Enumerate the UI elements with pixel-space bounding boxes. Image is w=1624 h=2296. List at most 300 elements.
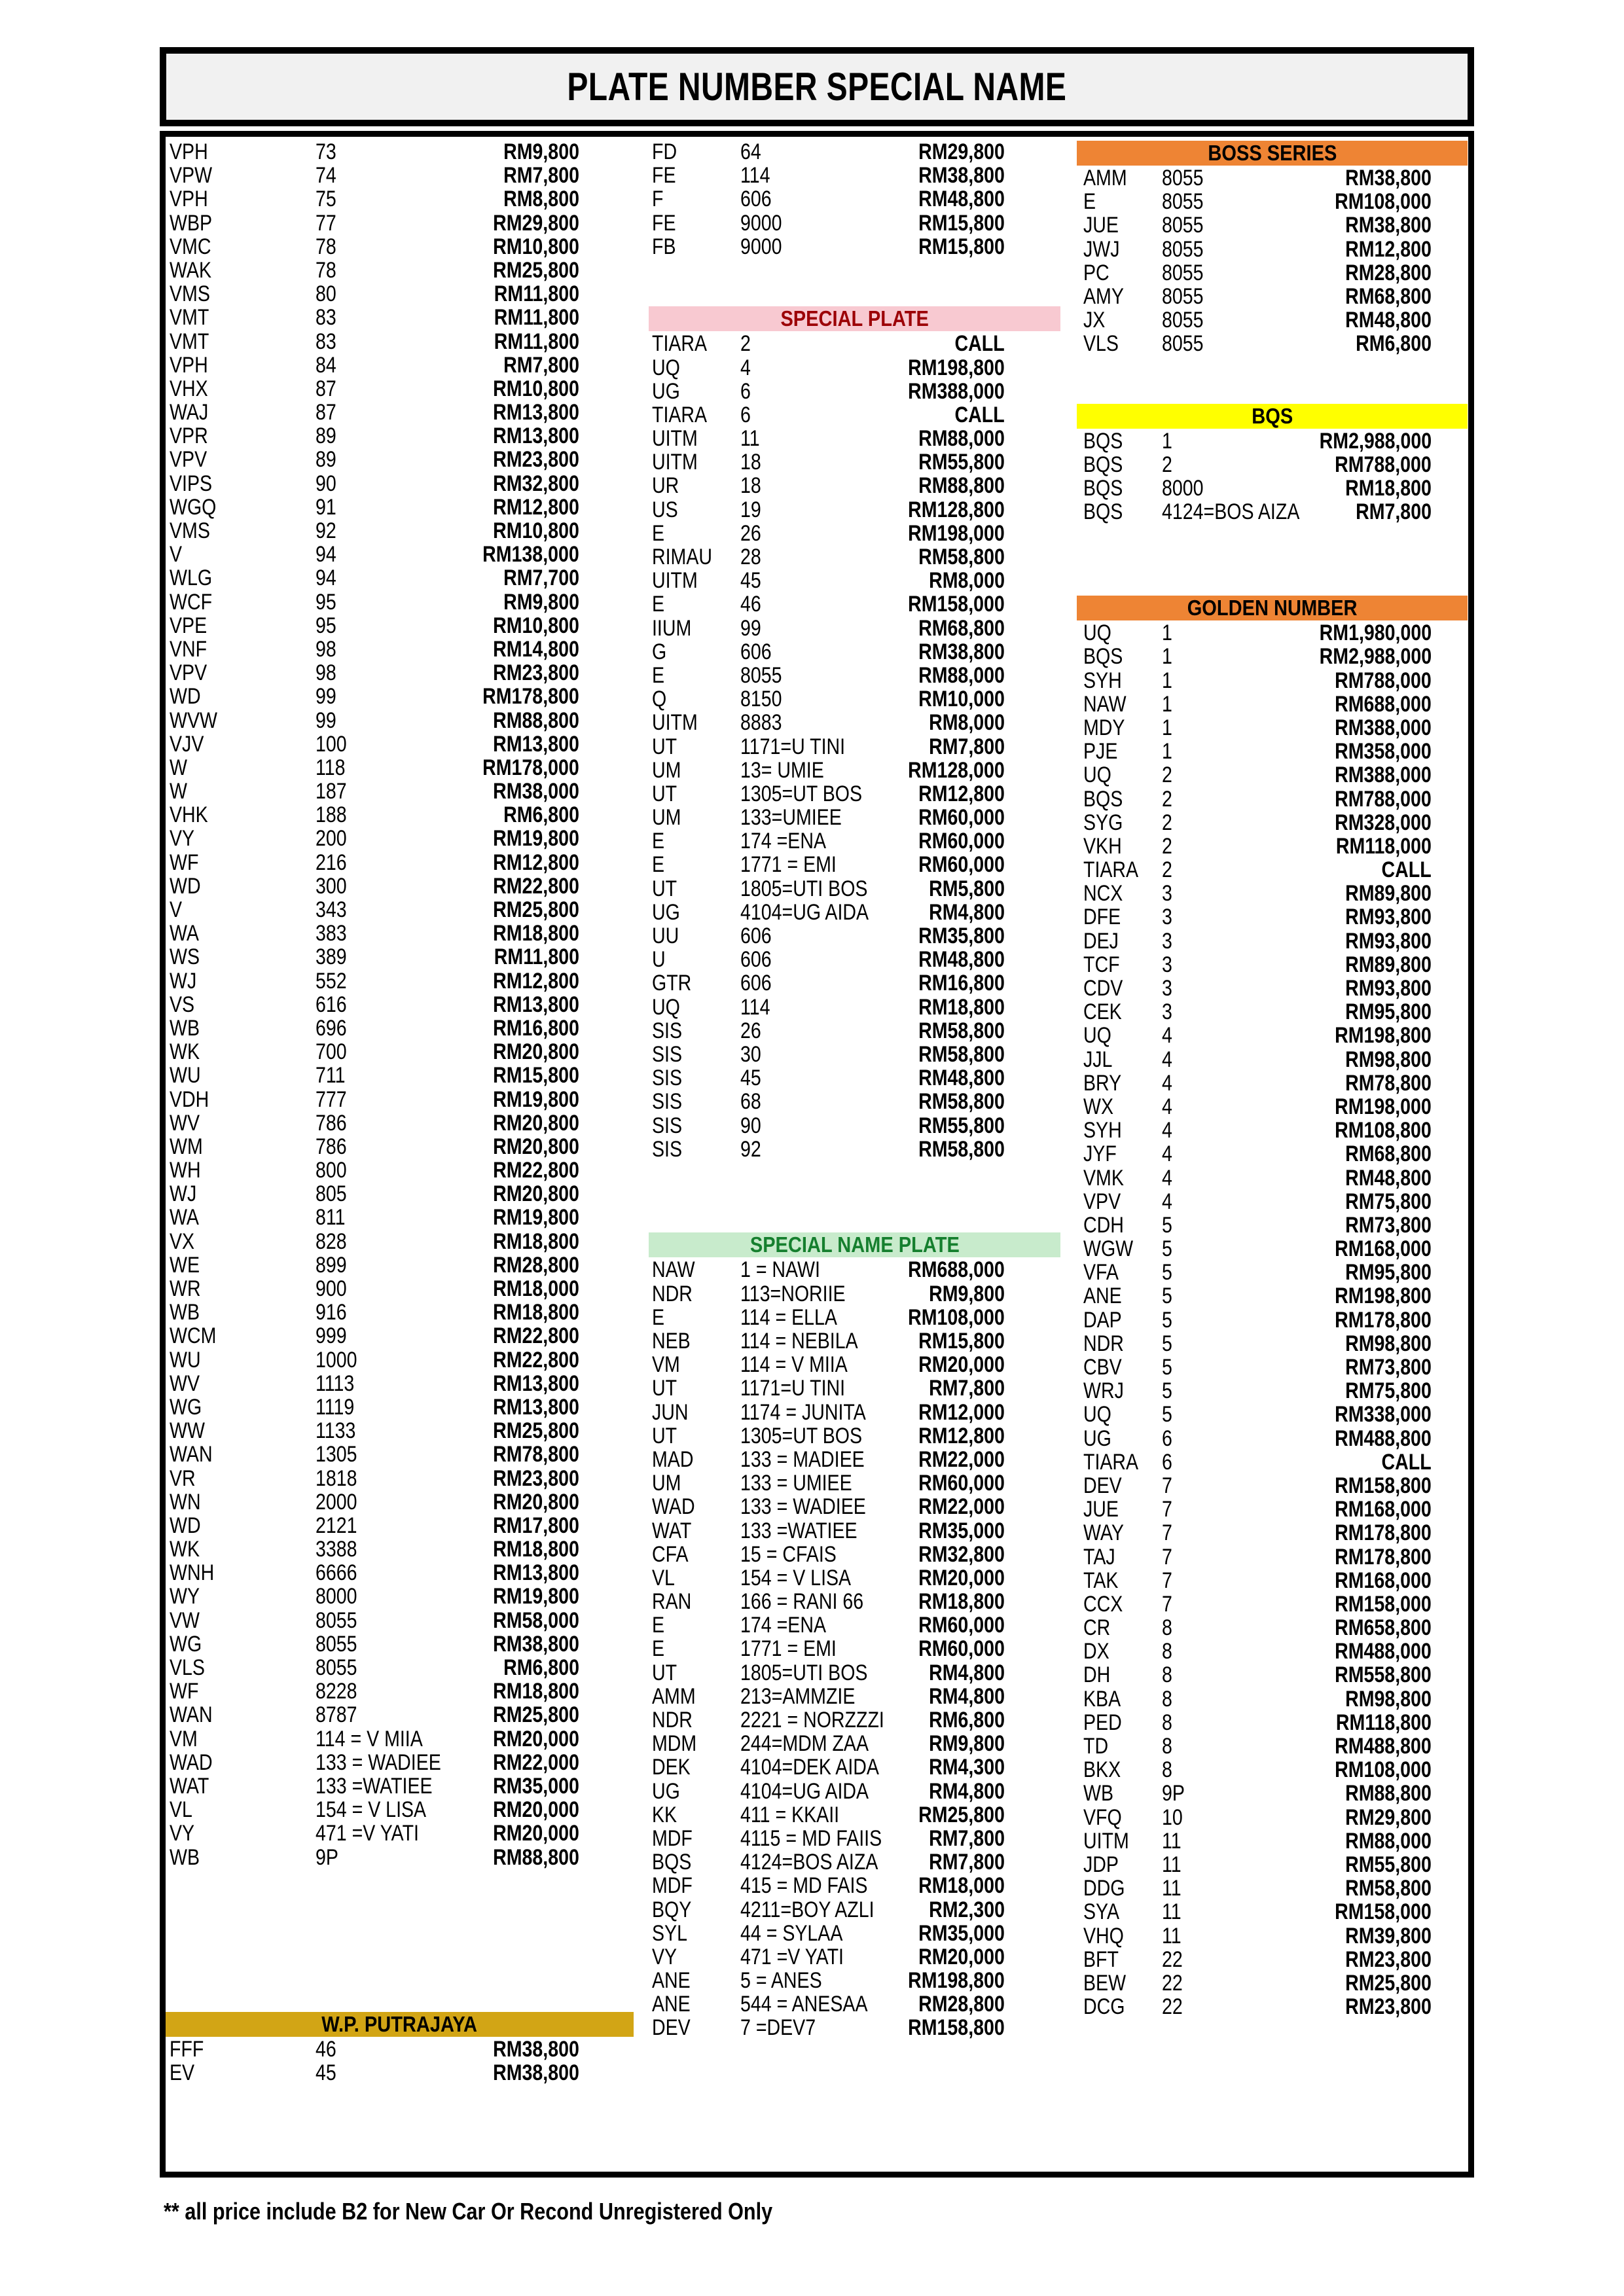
plate-number: 1174 = JUNITA [740,1399,866,1425]
plate-number: 4 [1162,1047,1172,1072]
plate-number: 114 = V MIIA [740,1352,848,1378]
plate-number: 1 [1162,644,1172,670]
plate-row [1077,1095,1468,1119]
plate-row [1077,1166,1468,1190]
plate-number: 166 = RANI 66 [740,1589,864,1615]
plate-number: 1133 [316,1418,356,1444]
plate-number: 8000 [316,1584,357,1609]
plate-price: RM168,000 [1335,1568,1432,1593]
plate-prefix: BQS [1083,499,1123,525]
plate-row [1077,1924,1468,1948]
plate-row [649,924,1060,948]
plate-row [1077,1569,1468,1592]
plate-prefix: WB [1083,1781,1114,1806]
plate-row [649,948,1060,971]
plate-row [649,569,1060,592]
plate-prefix: PED [1083,1710,1122,1735]
plate-prefix: WAJ [170,400,209,425]
plate-number: 1305 [316,1442,357,1467]
plate-row [166,1372,634,1395]
plate-prefix: WA [170,921,199,946]
plate-row [649,592,1060,616]
plate-prefix: BQS [1083,476,1123,501]
plate-prefix: WF [170,850,199,875]
plate-price: RM58,800 [918,1018,1005,1043]
plate-prefix: Q [652,687,667,712]
plate-number: 8 [1162,1710,1172,1735]
plate-price: RM75,800 [1345,1189,1432,1214]
plate-price: RM4,800 [929,899,1005,925]
plate-row [649,1685,1060,1708]
plate-price: RM118,800 [1335,1710,1432,1735]
plate-prefix: GTR [652,971,692,996]
plate-number: 1171=U TINI [740,734,846,759]
plate-number: 8055 [1162,283,1204,309]
plate-prefix: UITM [652,710,698,736]
plate-number: 5 [1162,1355,1172,1380]
plate-row [649,1945,1060,1969]
plate-number: 133 =WATIEE [740,1518,857,1543]
plate-prefix: MDY [1083,715,1125,740]
plate-prefix: IIUM [652,615,692,641]
plate-number: 4104=DEK AIDA [740,1755,879,1780]
plate-row [649,1566,1060,1590]
plate-price: RM178,800 [1335,1520,1432,1546]
plate-row [649,1424,1060,1448]
plate-number: 83 [316,305,336,331]
plate-number: 300 [316,873,347,899]
plate-price: RM98,800 [1345,1686,1432,1712]
plate-number: 8228 [316,1679,357,1704]
plate-row [1077,1071,1468,1095]
plate-row [1077,1119,1468,1142]
plate-row [649,450,1060,474]
plate-prefix: WAD [170,1749,213,1775]
plate-number: 74 [316,163,336,188]
plate-number: 92 [740,1136,761,1162]
section-header-special-plate [649,306,1060,331]
plate-row [1077,1261,1468,1284]
plate-row [166,543,634,566]
plate-prefix: VNF [170,636,208,662]
plate-number: 5 [1162,1331,1172,1356]
plate-row [1077,308,1468,332]
plate-number: 11 [740,426,760,452]
plate-prefix: NAW [652,1257,695,1283]
plate-prefix: WB [170,1300,200,1325]
column-spacer [166,1869,634,2011]
plate-number: 2 [1162,833,1172,859]
plate-row [649,901,1060,924]
plate-price: RM358,000 [1335,739,1432,764]
plate-price: RM60,000 [918,1636,1005,1662]
plate-number: 3 [1162,952,1172,977]
plate-row [1077,811,1468,834]
plate-number: 80 [316,281,336,307]
plate-row [649,617,1060,640]
plate-price: RM29,800 [918,139,1005,164]
plate-number: 244=MDM ZAA [740,1731,869,1757]
plate-row [1077,977,1468,1000]
section-header-label: W.P. PUTRAJAYA [321,2011,478,2036]
plate-prefix: BKX [1083,1757,1121,1783]
plate-prefix: V [170,542,183,567]
plate-prefix: NCX [1083,881,1123,906]
plate-number: 114 = ELLA [740,1304,837,1330]
plate-number: 5 [1162,1402,1172,1427]
plate-prefix: WB [170,1015,200,1041]
plate-prefix: WU [170,1063,201,1088]
plate-price: RM158,000 [1335,1591,1432,1617]
plate-price: RM39,800 [1345,1923,1432,1948]
plate-prefix: UM [652,757,681,783]
plate-row [166,566,634,590]
plate-prefix: UT [652,1660,677,1685]
plate-row [166,187,634,211]
plate-number: 786 [316,1110,347,1136]
plate-number: 383 [316,921,347,946]
plate-row [1077,1853,1468,1876]
plate-number: 7 [1162,1544,1172,1570]
plate-prefix: WY [170,1584,200,1609]
plate-price: RM168,000 [1335,1497,1432,1522]
section-header-label: BOSS SERIES [1208,141,1337,165]
plate-price: RM38,800 [1345,166,1432,190]
plate-price: RM25,800 [493,897,579,922]
plate-price: RM5,800 [929,876,1005,901]
plate-price: RM6,800 [929,1708,1005,1733]
plate-row [649,1732,1060,1755]
plate-row [649,1992,1060,2016]
plate-price: RM2,300 [929,1897,1005,1922]
plate-price: RM9,800 [503,589,579,615]
plate-row [166,1395,634,1419]
plate-row [166,709,634,732]
plate-prefix: UITM [652,426,698,452]
plate-price: RM1,980,000 [1319,620,1432,646]
plate-prefix: NDR [652,1708,693,1733]
plate-number: 7 [1162,1520,1172,1546]
plate-number: 1771 = EMI [740,1636,837,1662]
plate-price: RM108,000 [1335,1757,1432,1783]
plate-prefix: VY [170,1821,195,1846]
plate-number: 4115 = MD FAIIS [740,1825,882,1851]
plate-prefix: WD [170,873,201,899]
plate-number: 90 [316,471,336,496]
plate-number: 2 [1162,452,1172,478]
plate-price: RM328,000 [1335,810,1432,835]
plate-prefix: SIS [652,1066,683,1091]
plate-row [1077,929,1468,953]
plate-number: 8 [1162,1615,1172,1641]
plate-price: RM60,000 [918,805,1005,831]
plate-price: RM19,800 [493,1205,579,1230]
plate-price: RM17,800 [493,1513,579,1538]
plate-prefix: WN [170,1489,201,1515]
plate-row [649,1874,1060,1897]
plate-price: RM23,800 [493,660,579,686]
plate-prefix: AMM [652,1683,696,1709]
plate-price: RM20,800 [493,1181,579,1207]
plate-price: RM178,800 [1335,1544,1432,1570]
plate-row [649,474,1060,497]
plate-row [649,1066,1060,1090]
plate-price: RM18,800 [918,994,1005,1020]
plate-number: 2000 [316,1489,357,1515]
plate-number: 2 [1162,762,1172,788]
plate-prefix: WNH [170,1560,215,1586]
page-title: PLATE NUMBER SPECIAL NAME [567,65,1067,109]
plate-number: 4104=UG AIDA [740,1778,869,1804]
plate-prefix: UT [652,734,677,759]
plate-prefix: E [652,592,665,617]
plate-number: 99 [316,684,336,709]
plate-row [1077,692,1468,716]
plate-prefix: VY [170,826,195,852]
plate-prefix: BQS [1083,428,1123,454]
plate-price: RM8,800 [503,187,579,212]
column-spacer [649,1161,1060,1232]
plate-number: 133=UMIEE [740,805,842,831]
plate-prefix: FB [652,234,676,259]
plate-row [166,922,634,945]
plate-price: RM4,800 [929,1660,1005,1685]
plate-price: RM25,800 [918,1802,1005,1827]
section-header-bqs [1077,404,1468,429]
plate-price: RM58,000 [493,1607,579,1633]
plate-number: 4 [1162,1118,1172,1143]
plate-row [649,498,1060,522]
plate-row [1077,953,1468,977]
plate-number: 5 [1162,1260,1172,1285]
plate-number: 1 [1162,691,1172,717]
plate-price: RM38,800 [918,163,1005,188]
plate-price: RM13,800 [493,423,579,449]
plate-number: 90 [740,1113,761,1138]
plate-prefix: WLG [170,565,213,591]
plate-prefix: WAN [170,1442,213,1467]
plate-price: RM58,800 [918,1136,1005,1162]
plate-row [1077,238,1468,261]
plate-prefix: JX [1083,308,1106,333]
plate-prefix: CEK [1083,999,1122,1025]
plate-price: RM35,000 [493,1773,579,1799]
plate-price: RM23,800 [493,447,579,473]
plate-prefix: BRY [1083,1070,1122,1096]
plate-price: RM58,800 [1345,1876,1432,1901]
plate-row [1077,453,1468,476]
plate-row [649,1114,1060,1138]
plate-row [166,424,634,448]
plate-number: 154 = V LISA [316,1797,427,1823]
plate-number: 9P [1162,1781,1185,1806]
plate-price: CALL [1381,857,1432,883]
plate-number: 9P [316,1844,338,1870]
plate-prefix: DEV [1083,1473,1122,1498]
plate-row [166,1135,634,1158]
plate-row [1077,1237,1468,1261]
plate-number: 4 [1162,1070,1172,1096]
plate-row [1077,1474,1468,1498]
plate-number: 2 [1162,857,1172,883]
plate-row [649,403,1060,427]
plate-number: 30 [740,1041,761,1067]
plate-prefix: UQ [652,355,680,380]
plate-number: 1119 [316,1394,355,1420]
plate-number: 8883 [740,710,782,736]
plate-number: 7 =DEV7 [740,2015,816,2041]
plate-prefix: UR [652,473,679,499]
plate-row [166,945,634,969]
plate-prefix: WK [170,1039,200,1065]
plate-price: RM178,800 [1335,1307,1432,1333]
plate-number: 99 [740,615,761,641]
plate-number: 4124=BOS AIZA [1162,499,1300,525]
plate-row [1077,1427,1468,1450]
plate-row [166,330,634,353]
plate-prefix: VHK [170,802,208,828]
plate-number: 7 [1162,1497,1172,1522]
plate-prefix: WH [170,1158,201,1183]
plate-price: RM20,000 [918,1944,1005,1969]
plate-price: RM68,800 [1345,283,1432,309]
plate-price: RM108,000 [908,1304,1005,1330]
plate-number: 213=AMMZIE [740,1683,856,1709]
plate-row [166,898,634,922]
plate-prefix: BQY [652,1897,692,1922]
plate-price: RM6,800 [503,1655,579,1680]
column-spacer [1077,356,1468,403]
plate-row [166,1561,634,1585]
plate-number: 75 [316,187,336,212]
plate-prefix: F [652,187,664,212]
plate-row [166,1324,634,1348]
plate-row [649,1353,1060,1376]
plate-price: RM25,800 [493,1702,579,1728]
plate-prefix: VIPS [170,471,213,496]
plate-number: 700 [316,1039,347,1065]
plate-price: RM23,800 [1345,1994,1432,2020]
plate-number: 8055 [316,1655,357,1680]
plate-row [649,187,1060,211]
plate-price: RM788,000 [1335,786,1432,812]
plate-price: RM178,800 [482,684,579,709]
plate-row [166,1703,634,1727]
plate-prefix: BFT [1083,1946,1119,1972]
plate-prefix: UT [652,1376,677,1401]
plate-price: RM128,800 [908,497,1005,522]
plate-price: RM13,800 [493,1371,579,1396]
plate-price: RM28,800 [1345,260,1432,285]
plate-price: RM22,800 [493,873,579,899]
plate-price: RM93,800 [1345,976,1432,1001]
plate-prefix: WW [170,1418,205,1444]
plate-prefix: WS [170,944,200,970]
plate-number: 2 [1162,810,1172,835]
plate-row [1077,1995,1468,2018]
plate-row [166,756,634,780]
plate-row [649,235,1060,259]
plate-row [166,472,634,495]
plate-prefix: U [652,947,666,973]
plate-price: RM18,800 [918,1589,1005,1615]
plate-price: RM22,000 [918,1446,1005,1472]
plate-number: 11 [1162,1876,1182,1901]
plate-number: 606 [740,924,772,949]
plate-price: RM168,000 [1335,1236,1432,1262]
plate-number: 711 [316,1063,346,1088]
plate-row [1077,1403,1468,1426]
plate-price: RM11,800 [494,944,579,970]
plate-row [1077,1711,1468,1734]
plate-number: 696 [316,1015,347,1041]
plate-prefix: VMK [1083,1165,1124,1191]
plate-price: RM32,800 [493,471,579,496]
plate-number: 5 [1162,1307,1172,1333]
plate-number: 1771 = EMI [740,852,837,878]
plate-row [649,1590,1060,1613]
plate-row [649,1043,1060,1066]
plate-prefix: UQ [1083,762,1111,788]
plate-number: 89 [316,447,336,473]
plate-row [1077,1000,1468,1024]
plate-number: 133 = WADIEE [740,1494,866,1520]
plate-prefix: NAW [1083,691,1127,717]
plate-number: 154 = V LISA [740,1565,852,1590]
plate-prefix: MDM [652,1731,697,1757]
plate-row [649,1613,1060,1637]
plate-row [649,1803,1060,1827]
plate-row [649,1543,1060,1566]
plate-price: RM93,800 [1345,928,1432,954]
plate-prefix: JUE [1083,1497,1119,1522]
plate-row [166,732,634,756]
plate-price: RM19,800 [493,1086,579,1112]
plate-price: RM35,800 [918,924,1005,949]
plate-row [1077,166,1468,190]
plate-price: RM158,000 [1335,1899,1432,1925]
plate-row [1077,1308,1468,1332]
plate-price: RM9,800 [929,1281,1005,1306]
plate-row [166,1277,634,1300]
plate-number: 94 [316,565,336,591]
table-column-right [1077,140,1468,2018]
plate-prefix: WGQ [170,494,217,520]
plate-prefix: WB [170,1844,200,1870]
plate-number: 4 [1162,1189,1172,1214]
plate-row [166,590,634,614]
plate-prefix: UITM [1083,1828,1129,1854]
plate-number: 187 [316,779,347,804]
plate-price: RM68,800 [918,615,1005,641]
plate-row [166,353,634,377]
plate-price: RM198,800 [908,1968,1005,1994]
plate-number: 2 [1162,786,1172,812]
plate-number: 3 [1162,928,1172,954]
plate-row [166,164,634,187]
plate-prefix: DDG [1083,1876,1125,1901]
plate-row [1077,669,1468,692]
plate-price: RM20,800 [493,1110,579,1136]
plate-number: 1805=UTI BOS [740,876,868,901]
section-header-golden-number [1077,596,1468,620]
plate-row [649,1306,1060,1329]
plate-price: RM22,000 [493,1749,579,1775]
plate-prefix: VLS [1083,331,1119,357]
plate-row [166,1798,634,1821]
plate-number: 44 = SYLAA [740,1920,843,1946]
plate-number: 133 = MADIEE [740,1446,865,1472]
